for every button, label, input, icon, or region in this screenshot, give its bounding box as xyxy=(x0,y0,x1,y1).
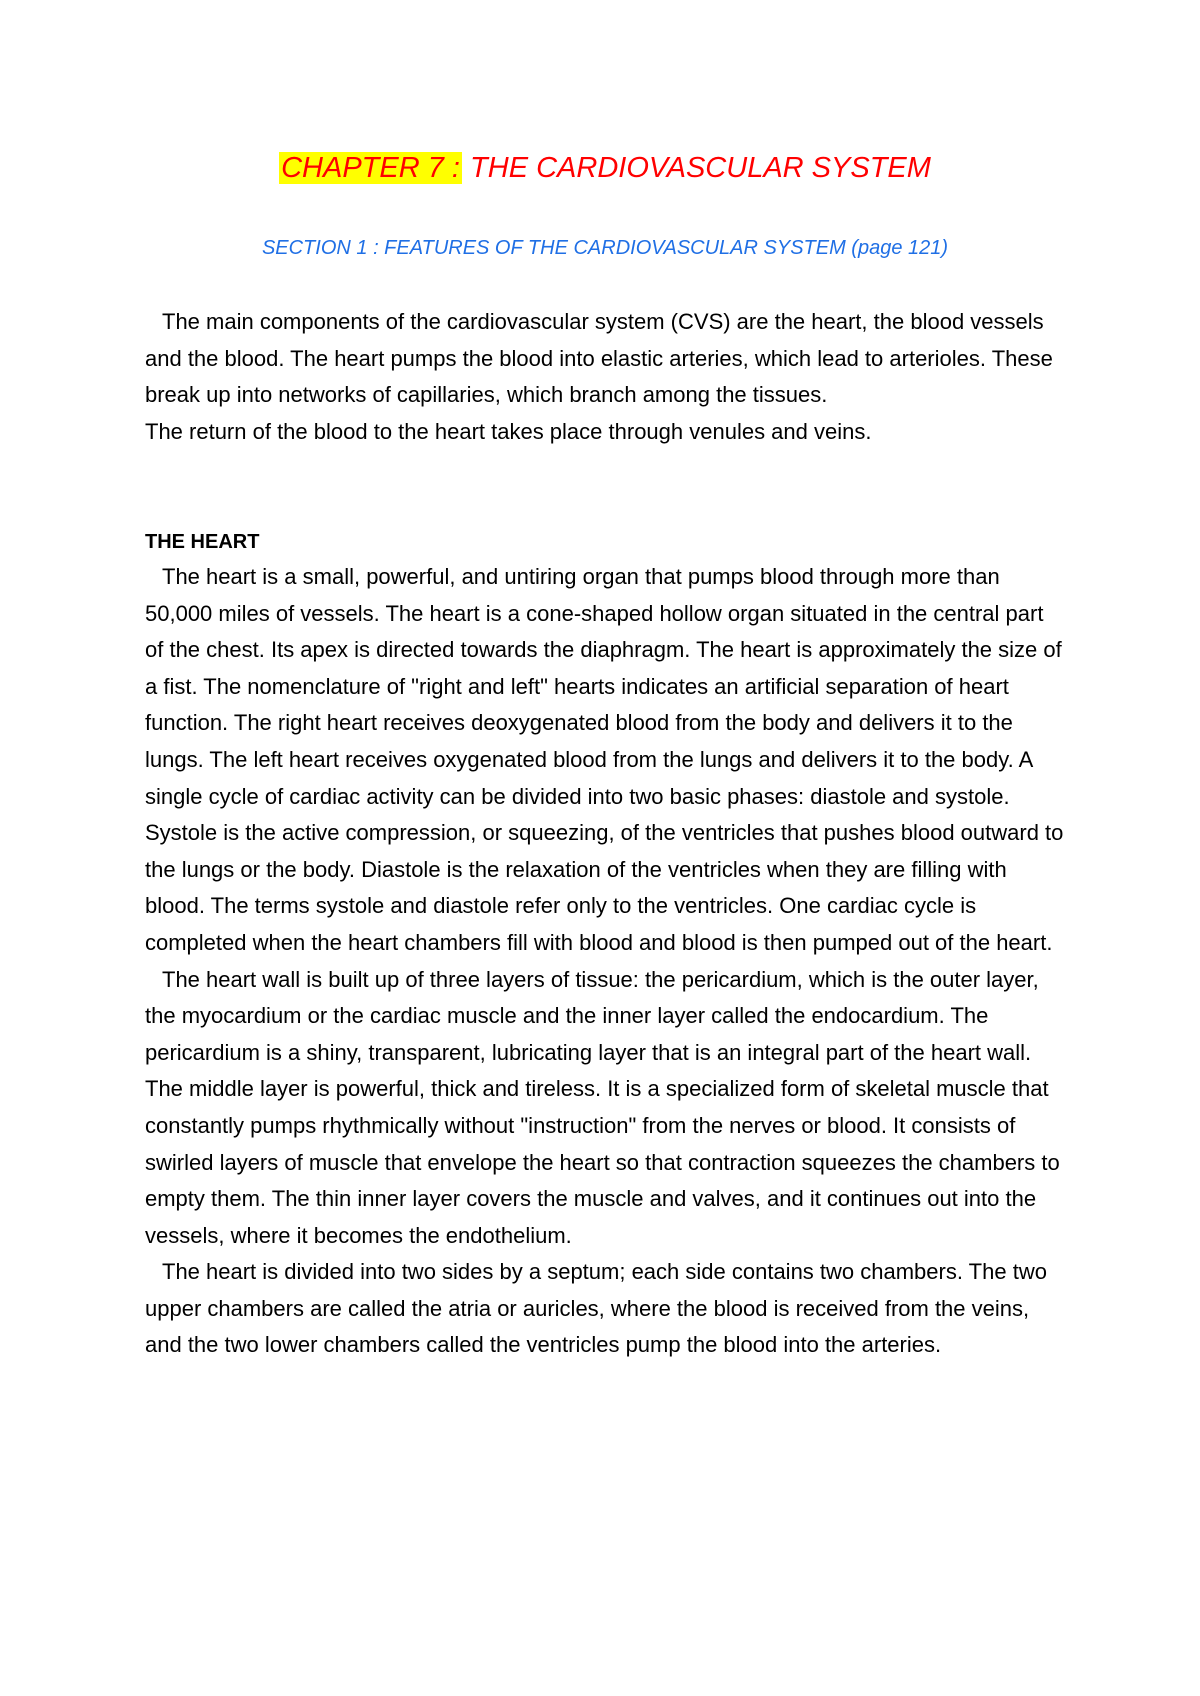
heart-body xyxy=(145,559,1065,1364)
chapter-name: THE CARDIOVASCULAR SYSTEM xyxy=(470,152,931,184)
section-title: SECTION 1 : FEATURES OF THE CARDIOVASCULAR SYSTEM (page 121) xyxy=(261,237,949,259)
heart-paragraph: The heart wall is built up of three layers of tissue: the pericardium, which is the outer layer, the myocardium or the cardiac muscle and the inner layer called the endocardium. The pericardium is a shiny, transparent, lubricating layer that is an integral part of the heart wall. The middle layer is powerful, thick and tireless. It is a specialized form of skeletal muscle that constantly pumps rhythmically without "instruction" from the nerves or blood. It consists of swirled layers of muscle that envelope the heart so that contraction squeezes the chambers to empty them. The thin inner layer covers the muscle and valves, and it continues out into the vessels, where it becomes the endothelium. xyxy=(145,966,1060,1248)
chapter-label: CHAPTER 7 : xyxy=(281,152,460,184)
intro-paragraph: The return of the blood to the heart takes place through venules and veins. xyxy=(145,418,872,444)
intro-paragraph: The main components of the cardiovascular system (CVS) are the heart, the blood vessels and the blood. The heart pumps the blood into elastic arteries, which lead to arterioles. These break up into networks of capillaries, which branch among the tissues. xyxy=(145,309,1053,408)
heart-paragraph: The heart is a small, powerful, and untiring organ that pumps blood through more than 50,000 miles of vessels. The heart is a cone-shaped hollow organ situated in the central part of the chest. Its apex is directed towards the diaphragm. The heart is approximately the size of a fist. The nomenclature of "right and left" hearts indicates an artificial separation of heart function. The right heart receives deoxygenated blood from the body and delivers it to the lungs. The left heart receives oxygenated blood from the lungs and delivers it to the body. A single cycle of cardiac activity can be divided into two basic phases: diastole and systole. Systole is the active compression, or squeezing, of the ventricles that pushes blood outward to the lungs or the body. Diastole is the relaxation of the ventricles when they are filling with blood. The terms systole and diastole refer only to the ventricles. One cardiac cycle is completed when the heart chambers fill with blood and blood is then pumped out of the heart. xyxy=(145,564,1064,955)
heart-heading: THE HEART xyxy=(145,531,260,553)
heart-paragraph: The heart is divided into two sides by a septum; each side contains two chambers. The two upper chambers are called the atria or auricles, where the blood is received from the veins, and the two lower chambers called the ventricles pump the blood into the arteries. xyxy=(145,1259,1047,1358)
intro-block xyxy=(145,304,1065,450)
chapter-title xyxy=(145,150,1065,186)
